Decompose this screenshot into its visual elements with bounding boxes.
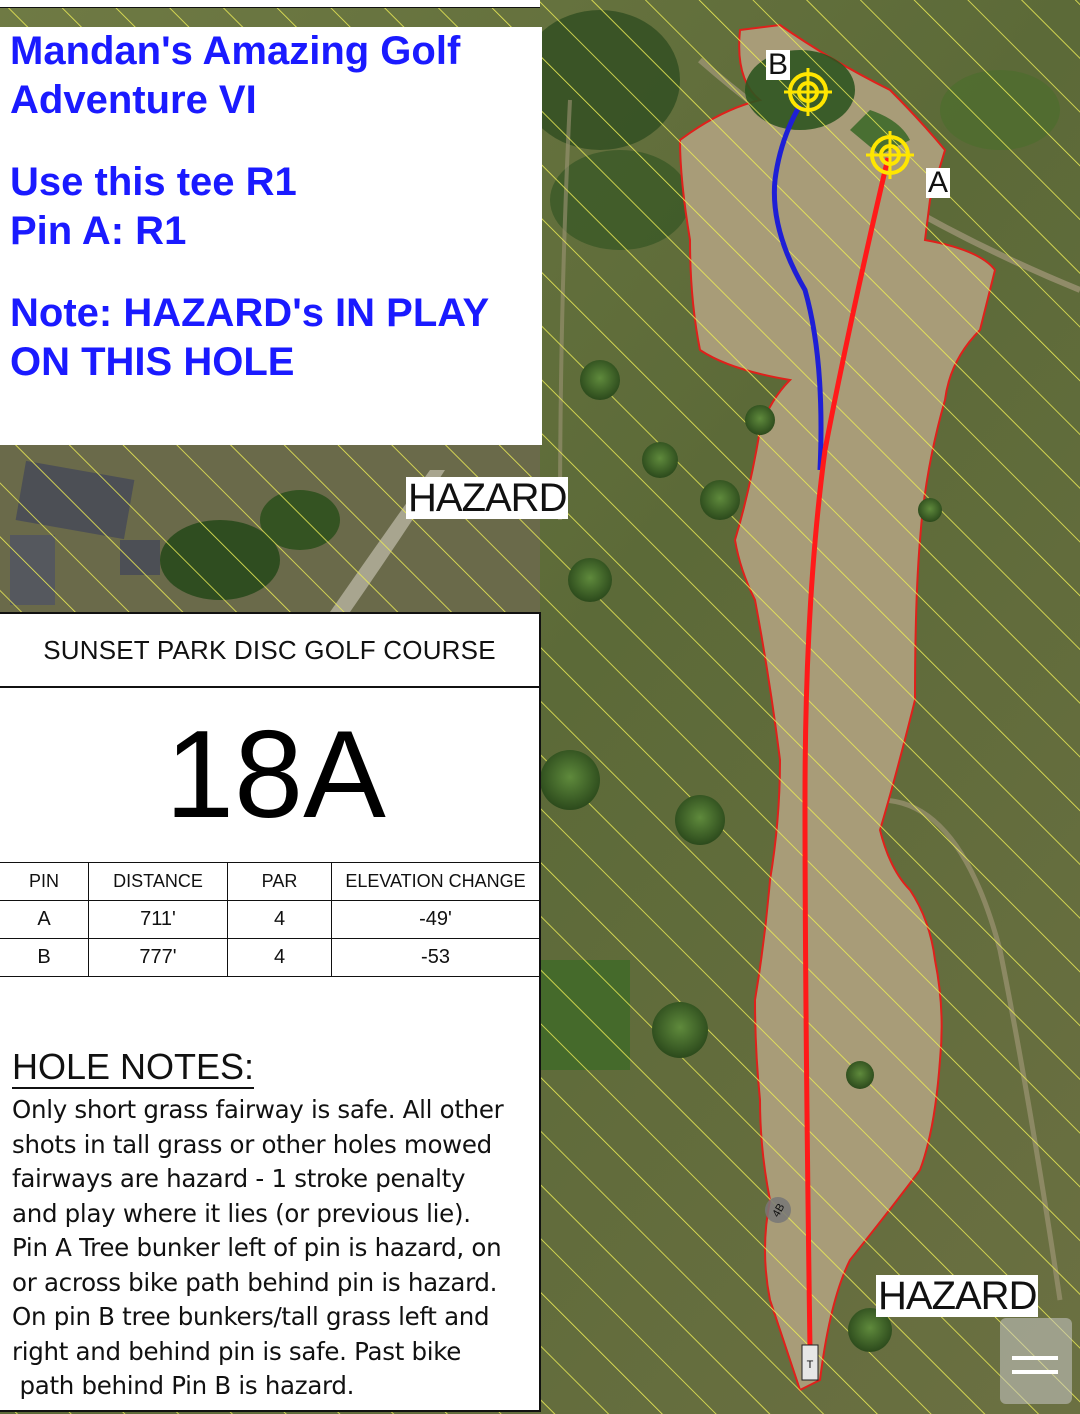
notes-line: or across bike path behind pin is hazard. xyxy=(12,1267,498,1297)
cell-elevation: -49' xyxy=(332,901,540,939)
notes-body xyxy=(12,1093,529,1404)
hazard-note-line1: Note: HAZARD's IN PLAY xyxy=(10,291,490,335)
hole-marker-4b: 4B xyxy=(770,1201,788,1220)
hazard-label-lower: HAZARD xyxy=(878,1274,1037,1318)
notes-line: On pin B tree bunkers/tall grass left and xyxy=(12,1302,490,1331)
hole-stats-table xyxy=(0,862,539,977)
table-row xyxy=(0,901,539,939)
top-strip xyxy=(0,0,540,8)
notes-line: fairways are hazard - 1 stroke penalty xyxy=(12,1164,466,1193)
hazard-note-line2: ON THIS HOLE xyxy=(10,340,295,384)
notes-line: and play where it lies (or previous lie). xyxy=(12,1198,471,1228)
hole-notes xyxy=(0,977,539,1404)
hazard-label-upper: HAZARD xyxy=(408,476,567,520)
header-pin: PIN xyxy=(0,863,89,901)
header-elevation-change: ELEVATION CHANGE xyxy=(332,863,540,901)
hole-card xyxy=(0,612,541,1412)
notes-line: path behind Pin B is hazard. xyxy=(12,1371,355,1400)
pin-instruction: Pin A: R1 xyxy=(10,209,187,253)
cell-elevation: -53 xyxy=(332,939,540,977)
cell-pin: A xyxy=(0,901,89,939)
notes-heading: HOLE NOTES: xyxy=(12,1046,255,1087)
hole-number: 18A xyxy=(165,706,386,844)
tee-instruction: Use this tee R1 xyxy=(10,160,297,204)
course-name: SUNSET PARK DISC GOLF COURSE xyxy=(0,614,539,688)
table-header-row xyxy=(0,863,539,901)
notes-line: shots in tall grass or other holes mowed xyxy=(12,1129,492,1159)
hole-info-panel xyxy=(0,27,542,445)
notes-line: right and behind pin is safe. Past bike xyxy=(12,1336,462,1366)
table-row xyxy=(0,939,539,977)
cell-distance: 777' xyxy=(89,939,228,977)
cell-par: 4 xyxy=(228,901,332,939)
cell-par: 4 xyxy=(228,939,332,977)
pin-a-label: A xyxy=(928,166,949,199)
cell-pin: B xyxy=(0,939,89,977)
cell-distance: 711' xyxy=(89,901,228,939)
header-distance: DISTANCE xyxy=(89,863,228,901)
header-par: PAR xyxy=(228,863,332,901)
pin-b-label: B xyxy=(768,48,789,81)
notes-line: Pin A Tree bunker left of pin is hazard, on xyxy=(12,1233,502,1262)
tee-marker: T xyxy=(806,1359,814,1371)
notes-line: Only short grass fairway is safe. All other xyxy=(12,1095,504,1124)
event-title-line1: Mandan's Amazing Golf xyxy=(10,29,461,73)
hamburger-menu-icon[interactable] xyxy=(1000,1318,1072,1404)
event-title-line2: Adventure VI xyxy=(10,78,257,122)
